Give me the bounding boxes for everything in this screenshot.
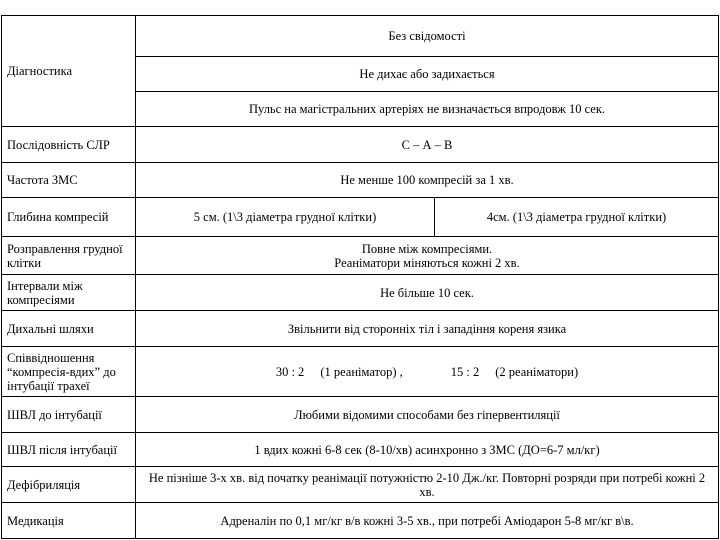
medication-value: Адреналін по 0,1 мг/кг в/в кожні 3-5 хв., при потребі Аміодарон 5-8 мг/кг в\в. [136,503,719,539]
sequence-value: С – А – В [136,127,719,163]
defibrillation-label: Дефібриляція [2,467,136,503]
table-row [2,503,719,539]
table-row [2,397,719,433]
cpr-protocol-table [1,15,719,539]
recoil-line-2: Реаніматори міняються кожні 2 хв. [334,255,520,270]
rate-value: Не менше 100 компресій за 1 хв. [136,163,719,198]
table-row [2,311,719,347]
depth-label: Глибина компресій [2,198,136,237]
recoil-line-1: Повне між компресіями. [361,241,493,256]
diagnosis-label: Діагностика [2,16,136,127]
ratio-two-rescuers-note: (2 реаніматори) [495,364,579,379]
airway-value: Звільнити від сторонніх тіл і западіння кореня язика [136,311,719,347]
ratio-label: Співвідношення “компресія-вдих” до інтубації трахеї [2,347,136,397]
diagnosis-pulse: Пульс на магістральних артеріях не визначається впродовж 10 сек. [136,92,719,127]
depth-adult: 5 см. (1\3 діаметра грудної клітки) [136,198,435,237]
rate-label: Частота ЗМС [2,163,136,198]
interval-label: Інтервали між компресіями [2,275,136,311]
table-row [2,237,719,275]
diagnosis-unconscious: Без свідомості [136,16,719,57]
defibrillation-value: Не пізніше 3-х хв. від початку реанімації потужністю 2-10 Дж./кг. Повторні розряди при потребі кожні 2 хв. [136,467,719,503]
table-row [2,16,719,57]
sequence-label: Послідовність СЛР [2,127,136,163]
recoil-label: Розправлення грудної клітки [2,237,136,275]
table-row [2,347,719,397]
table-row [2,198,719,237]
airway-label: Дихальні шляхи [2,311,136,347]
table-row [2,433,719,467]
ratio-one-rescuer-note: (1 реаніматор) , [320,364,403,379]
ventilation-pre-intubation-value: Любими відомими способами без гіпервентиляції [136,397,719,433]
interval-value: Не більше 10 сек. [136,275,719,311]
ratio-value [136,347,719,397]
table-row [2,275,719,311]
medication-label: Медикація [2,503,136,539]
recoil-value [136,237,719,275]
ventilation-post-intubation-value: 1 вдих кожні 6-8 сек (8-10/хв) асинхронно з ЗМС (ДО=6-7 мл/кг) [136,433,719,467]
table-row [2,467,719,503]
diagnosis-breathing: Не дихає або задихається [136,57,719,92]
depth-child: 4см. (1\3 діаметра грудної клітки) [435,198,719,237]
ventilation-pre-intubation-label: ШВЛ до інтубації [2,397,136,433]
table-row [2,163,719,198]
table-row [2,127,719,163]
ratio-one-rescuer: 30 : 2 [275,364,305,379]
ventilation-post-intubation-label: ШВЛ після інтубації [2,433,136,467]
ratio-two-rescuers: 15 : 2 [450,364,480,379]
